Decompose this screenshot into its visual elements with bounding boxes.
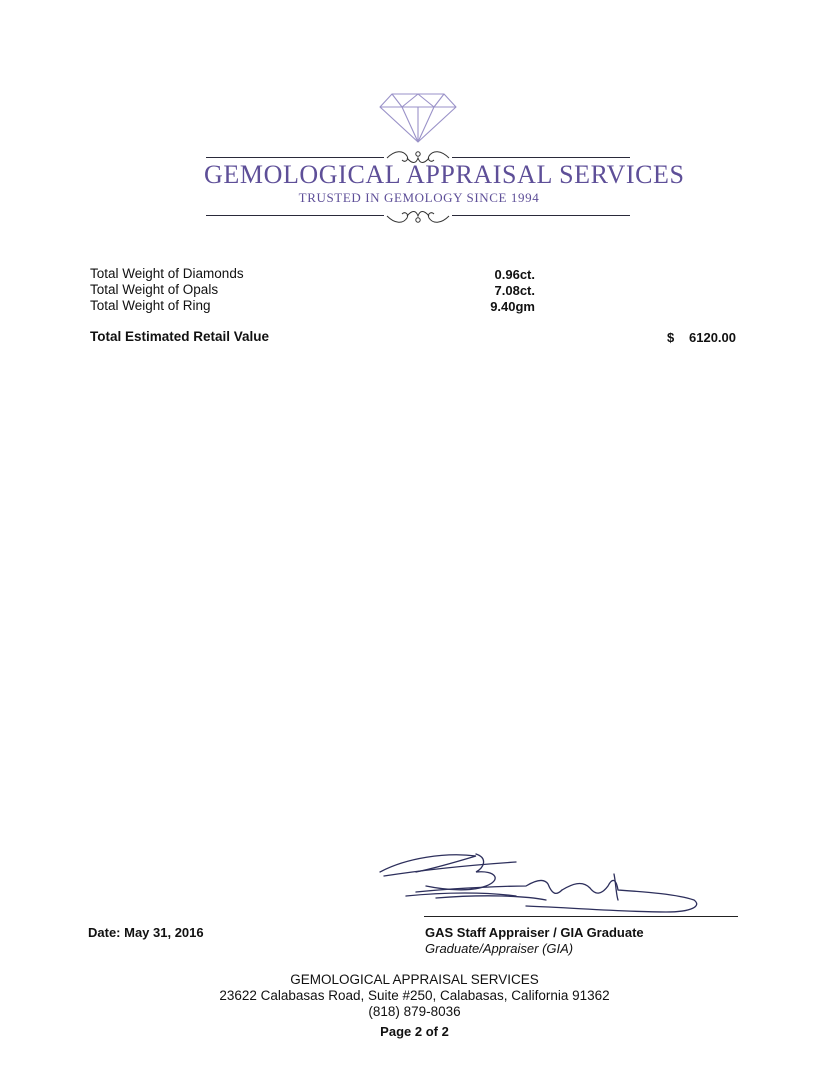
weight-opals-value: 7.08ct. (494, 283, 535, 298)
appraiser-signature (376, 850, 706, 918)
footer-phone: (818) 879-8036 (368, 1004, 461, 1019)
footer-company: GEMOLOGICAL APPRAISAL SERVICES (290, 972, 539, 987)
total-value-amount: 6120.00 (689, 330, 736, 345)
header-rule-top-left (206, 157, 384, 158)
weight-ring-value: 9.40gm (490, 299, 535, 314)
diamond-icon (378, 92, 458, 144)
weight-opals-label: Total Weight of Opals (90, 282, 219, 297)
total-value-label: Total Estimated Retail Value (90, 329, 270, 344)
flourish-bottom (385, 206, 451, 226)
header-rule-bottom-right (452, 215, 630, 216)
weight-diamonds-value: 0.96ct. (494, 267, 535, 282)
weight-diamonds-label: Total Weight of Diamonds (90, 266, 244, 281)
weight-ring-label: Total Weight of Ring (90, 298, 211, 313)
footer-address: 23622 Calabasas Road, Suite #250, Calabasas, California 91362 (219, 988, 610, 1003)
header-rule-bottom-left (206, 215, 384, 216)
company-tagline: TRUSTED IN GEMOLOGY SINCE 1994 (298, 190, 540, 205)
appraiser-title: GAS Staff Appraiser / GIA Graduate (425, 925, 644, 940)
header-rule-top-right (452, 157, 630, 158)
appraisal-date: Date: May 31, 2016 (88, 925, 204, 940)
company-name: GEMOLOGICAL APPRAISAL SERVICES (204, 160, 685, 189)
appraiser-credential: Graduate/Appraiser (GIA) (425, 941, 574, 956)
signature-line (424, 916, 738, 917)
currency-symbol: $ (667, 330, 675, 345)
page-number: Page 2 of 2 (380, 1024, 449, 1039)
